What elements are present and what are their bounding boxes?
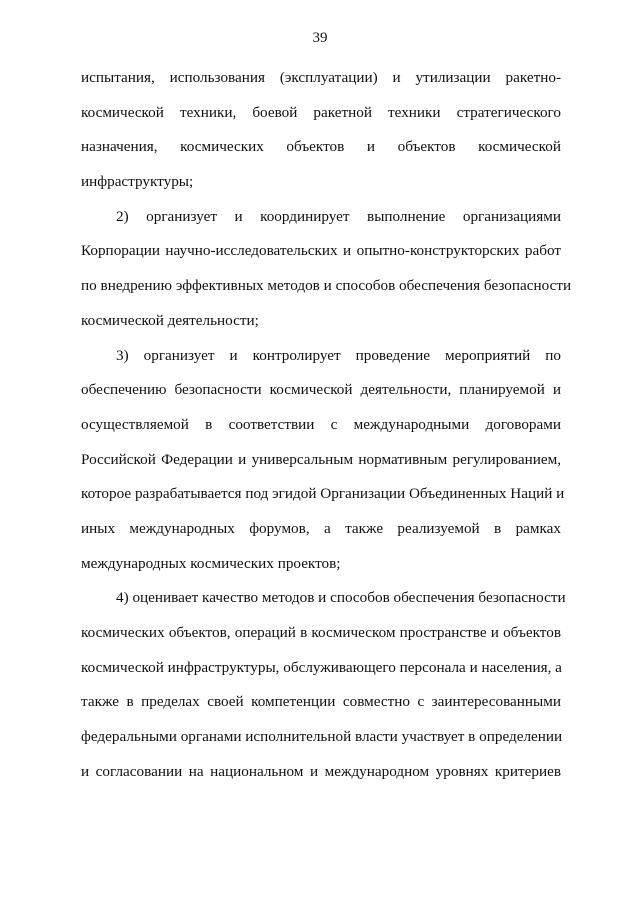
text-line: осуществляемой в соответствии с международными договорами [81,415,561,433]
text-line: Российской Федерации и универсальным нормативным регулированием, [81,450,561,468]
text-line: инфраструктуры; [81,173,194,191]
document-body [81,68,572,796]
text-line: также в пределах своей компетенции совместно с заинтересованными [81,693,561,711]
text-line: которое разрабатывается под эгидой Организации Объединенных Наций и [81,485,565,503]
page-number: 39 [312,30,328,46]
text-line: 2) организует и координирует выполнение организациями [116,207,561,225]
text-line: обеспечению безопасности космической деятельности, планируемой и [81,381,561,399]
text-line: и согласовании на национальном и международном уровнях критериев [81,762,561,780]
text-line: космической деятельности; [81,311,259,329]
text-line: 3) организует и контролирует проведение мероприятий по [116,346,561,364]
text-line: 4) оценивает качество методов и способов обеспечения безопасности [116,589,566,607]
text-line: космической инфраструктуры, обслуживающего персонала и населения, а [81,658,562,676]
text-line: иных международных форумов, а также реализуемой в рамках [81,519,561,537]
text-line: по внедрению эффективных методов и способов обеспечения безопасности [81,277,572,295]
text-line: международных космических проектов; [81,554,341,572]
text-line: космических объектов, операций в космическом пространстве и объектов [81,624,561,641]
text-line: назначения, космических объектов и объектов космической [81,138,561,156]
text-line: Корпорации научно-исследовательских и опытно-конструкторских работ [81,242,561,260]
text-line: космической техники, боевой ракетной техники стратегического [81,103,561,121]
text-line: федеральными органами исполнительной власти участвует в определении [81,728,563,746]
text-line: испытания, использования (эксплуатации) и утилизации ракетно- [81,69,561,86]
